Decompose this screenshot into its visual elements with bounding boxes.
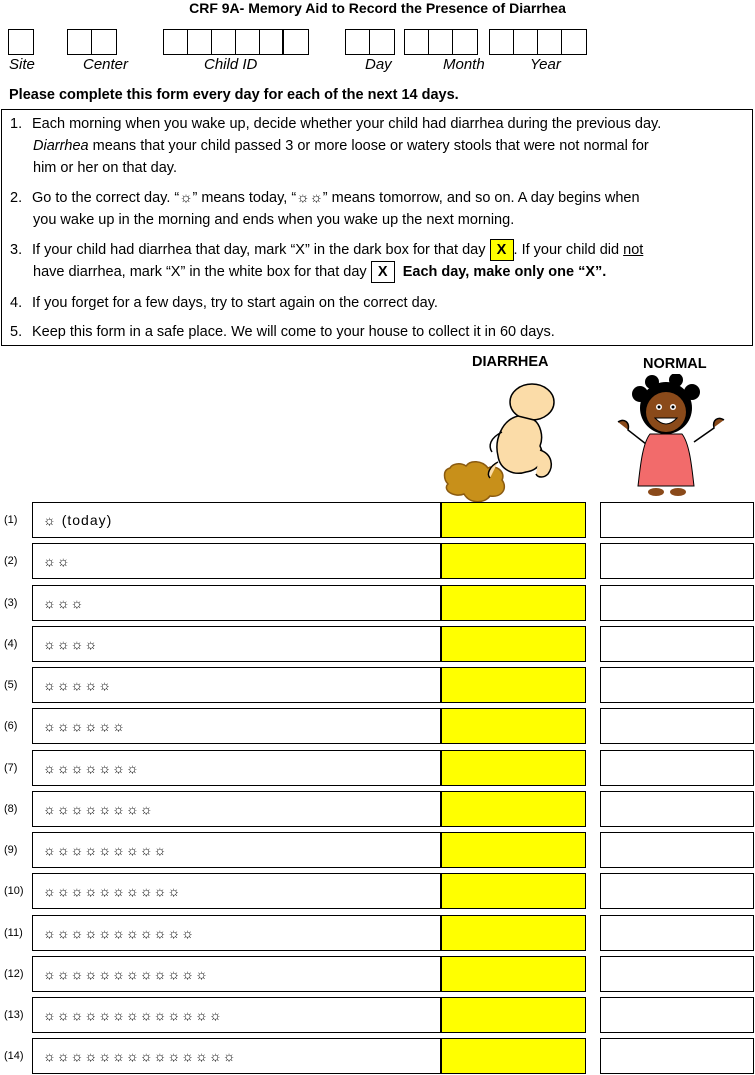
normal-checkbox[interactable]	[600, 1038, 754, 1074]
diarrhea-checkbox[interactable]	[441, 502, 586, 538]
month-label: Month	[443, 56, 485, 73]
day-label-box: ☼☼☼☼☼☼☼☼☼	[32, 832, 441, 868]
diarrhea-checkbox[interactable]	[441, 667, 586, 703]
girl-dress	[638, 434, 694, 486]
diarrhea-checkbox[interactable]	[441, 585, 586, 621]
instruction-4: 4. If you forget for a few days, try to start again on the correct day.	[10, 295, 438, 311]
instruction-5: 5. Keep this form in a safe place. We will come to your house to collect it in 60 days.	[10, 324, 555, 340]
child-id-boxes[interactable]	[163, 29, 309, 55]
diarrhea-checkbox[interactable]	[441, 543, 586, 579]
row-number: (7)	[4, 762, 18, 774]
diarrhea-checkbox[interactable]	[441, 750, 586, 786]
day-label-box: ☼☼☼☼☼☼☼☼☼☼☼☼	[32, 956, 441, 992]
site-label: Site	[9, 56, 35, 73]
diarrhea-checkbox[interactable]	[441, 832, 586, 868]
year-label: Year	[530, 56, 561, 73]
diarrhea-checkbox[interactable]	[441, 1038, 586, 1074]
diarrhea-checkbox[interactable]	[441, 626, 586, 662]
row-number: (9)	[4, 844, 18, 856]
normal-checkbox[interactable]	[600, 543, 754, 579]
diarrhea-header: DIARRHEA	[472, 354, 549, 370]
row-number: (11)	[4, 927, 23, 939]
site-boxes[interactable]	[8, 29, 34, 55]
diarrhea-checkbox[interactable]	[441, 997, 586, 1033]
instruction-2: 2. Go to the correct day. “☼” means today, “☼☼” means tomorrow, and so on. A day begins when you wake up in the morning and ends when you wake up the next morning.	[10, 190, 640, 228]
year-boxes[interactable]	[489, 29, 587, 55]
normal-checkbox[interactable]	[600, 873, 754, 909]
child-id-label: Child ID	[204, 56, 258, 73]
diarrhea-checkbox[interactable]	[441, 915, 586, 951]
normal-checkbox[interactable]	[600, 915, 754, 951]
center-boxes[interactable]	[67, 29, 117, 55]
row-number: (5)	[4, 679, 18, 691]
example-dark-box: X	[490, 239, 514, 261]
day-label-box: ☼☼☼☼☼☼	[32, 708, 441, 744]
row-number: (8)	[4, 803, 18, 815]
day-label-box: ☼☼☼☼☼☼☼☼☼☼☼☼☼☼	[32, 1038, 441, 1074]
example-white-box: X	[371, 261, 395, 283]
instruction-1: 1. Each morning when you wake up, decide whether your child had diarrhea during the previous day. Diarrhea means that your child passed 3 or more loose or watery stools that were not normal for him or her on that day.	[10, 116, 662, 176]
row-number: (3)	[4, 597, 18, 609]
normal-checkbox[interactable]	[600, 585, 754, 621]
form-title: CRF 9A- Memory Aid to Record the Presence of Diarrhea	[189, 0, 566, 16]
month-boxes[interactable]	[404, 29, 478, 55]
day-label-box: ☼☼☼☼☼☼☼☼☼☼☼☼☼	[32, 997, 441, 1033]
instructions-box	[1, 109, 753, 346]
day-label-box: ☼☼☼☼	[32, 626, 441, 662]
day-label-box: ☼☼☼☼☼☼☼☼	[32, 791, 441, 827]
baby-body	[497, 416, 542, 473]
normal-checkbox[interactable]	[600, 791, 754, 827]
baby-diarrhea-icon	[440, 380, 560, 515]
day-label: Day	[365, 56, 392, 73]
normal-checkbox[interactable]	[600, 708, 754, 744]
girl-face	[646, 392, 686, 432]
diarrhea-checkbox[interactable]	[441, 708, 586, 744]
day-label-box: ☼☼☼☼☼☼☼☼☼☼	[32, 873, 441, 909]
day-label-box: ☼☼☼☼☼☼☼☼☼☼☼	[32, 915, 441, 951]
row-number: (10)	[4, 885, 24, 897]
row-number: (12)	[4, 968, 24, 980]
instruction-heading: Please complete this form every day for each of the next 14 days.	[9, 87, 459, 103]
normal-checkbox[interactable]	[600, 956, 754, 992]
normal-checkbox[interactable]	[600, 832, 754, 868]
normal-header: NORMAL	[643, 356, 707, 372]
normal-checkbox[interactable]	[600, 502, 754, 538]
center-label: Center	[83, 56, 129, 73]
day-label-box: ☼ (today)	[32, 502, 441, 538]
normal-checkbox[interactable]	[600, 626, 754, 662]
day-label-box: ☼☼☼☼☼	[32, 667, 441, 703]
normal-checkbox[interactable]	[600, 667, 754, 703]
row-number: (6)	[4, 720, 18, 732]
day-label-box: ☼☼	[32, 543, 441, 579]
row-number: (14)	[4, 1050, 24, 1062]
row-number: (1)	[4, 514, 18, 526]
girl-normal-icon	[612, 374, 730, 498]
normal-checkbox[interactable]	[600, 997, 754, 1033]
instruction-3: 3. If your child had diarrhea that day, mark “X” in the dark box for that day X . If your child did not have diarrhea, mark “X” in the white box for that day X Each day, make only one “X”.	[10, 239, 643, 283]
row-number: (4)	[4, 638, 18, 650]
diarrhea-checkbox[interactable]	[441, 873, 586, 909]
diarrhea-checkbox[interactable]	[441, 956, 586, 992]
baby-head	[510, 384, 554, 420]
day-label-box: ☼☼☼	[32, 585, 441, 621]
normal-checkbox[interactable]	[600, 750, 754, 786]
row-number: (2)	[4, 555, 18, 567]
diarrhea-checkbox[interactable]	[441, 791, 586, 827]
row-number: (13)	[4, 1009, 24, 1021]
day-boxes[interactable]	[345, 29, 395, 55]
day-label-box: ☼☼☼☼☼☼☼	[32, 750, 441, 786]
stool-shape	[445, 462, 505, 502]
